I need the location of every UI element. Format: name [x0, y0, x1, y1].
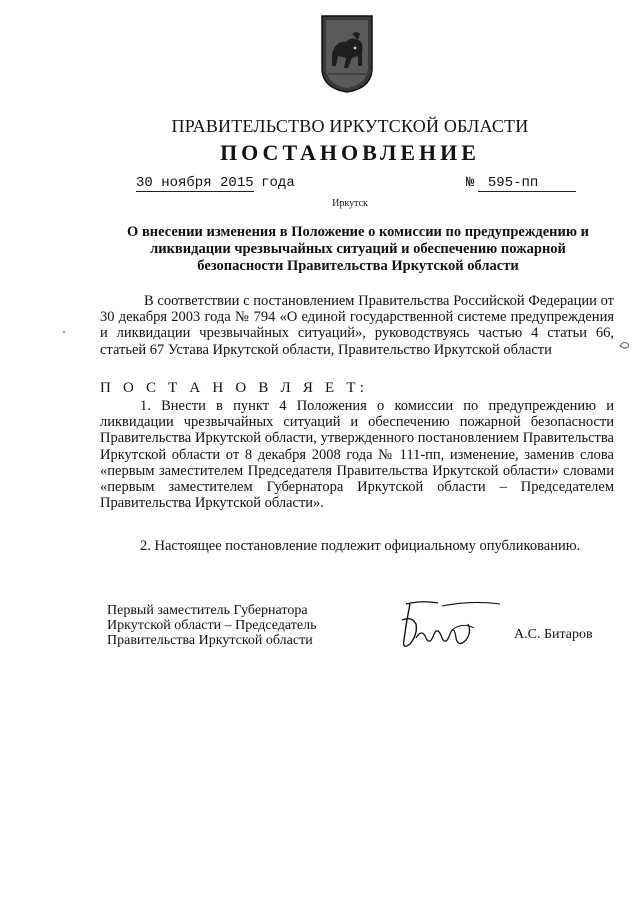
position-line-1: Первый заместитель Губернатора	[107, 603, 308, 618]
document-number: 595-пп	[478, 175, 576, 192]
government-name: ПРАВИТЕЛЬСТВО ИРКУТСКОЙ ОБЛАСТИ	[171, 116, 529, 136]
document-number-line	[466, 175, 576, 192]
signer-name: А.С. Битаров	[514, 627, 593, 642]
date-line	[136, 175, 295, 191]
preamble-text: В соответствии с постановлением Правительства Российской Федерации от 30 декабря 2003 года № 794 «О единой государственной системе предупреждения и ликвидации чрезвычайных ситуаций», руководствуясь частью 4 статьи 66, статьей 67 Устава Иркутской области, Правительство Иркутской области	[100, 293, 614, 358]
date-value: 30 ноября 2015	[136, 175, 254, 191]
position-line-3: Правительства Иркутской области	[107, 633, 313, 648]
date-suffix: года	[261, 175, 295, 191]
number-sign: №	[466, 175, 475, 191]
item-1-paragraph	[100, 398, 614, 511]
signatory-position	[107, 603, 347, 648]
item-2-text: 2. Настоящее постановление подлежит официальному опубликованию.	[140, 538, 581, 554]
position-line-2: Иркутской области – Председатель	[107, 618, 317, 633]
decree-word: П О С Т А Н О В Л Я Е Т:	[100, 380, 369, 396]
item-2-paragraph	[100, 538, 614, 554]
handwritten-signature	[392, 594, 504, 654]
item-1-text: 1. Внести в пункт 4 Положения о комиссии по предупреждению и ликвидации чрезвычайных ситуаций и обеспечению пожарной безопасности Правительства Иркутской области, утвержденного постановлением Правительства Иркутской области от 8 декабря 2008 года № 111-пп, изменение, заменив слова «первым заместителем Председателя Правительства Иркутской области» словами «первым заместителем Губернатора Иркутской области – Председателем Правительства Иркутской области».	[100, 398, 614, 512]
margin-dot	[62, 330, 66, 334]
document-type-heading: ПОСТАНОВЛЕНИЕ	[220, 140, 480, 165]
margin-mark	[618, 338, 632, 352]
preamble-paragraph	[100, 293, 614, 358]
city-name: Иркутск	[332, 198, 368, 209]
coat-of-arms-emblem	[318, 10, 376, 94]
document-title: О внесении изменения в Положение о комиссии по предупреждению и ликвидации чрезвычайных ситуаций и обеспечению пожарной безопасности Правительства Иркутской области	[127, 224, 589, 274]
